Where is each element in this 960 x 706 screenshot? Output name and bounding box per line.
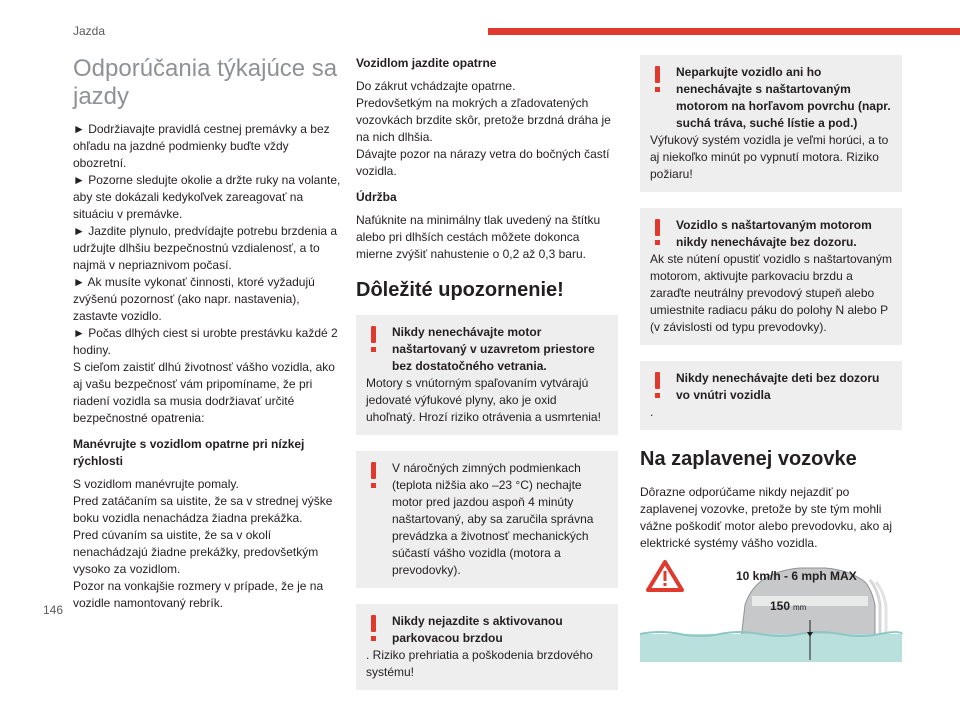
exclamation-icon [654,66,660,94]
warning-text: . Riziko prehriatia a poškodenia brzdového systému! [366,648,593,679]
warning-box [356,451,618,588]
page-number: 146 [43,603,64,617]
intro-line: ► Pozorne sledujte okolie a držte ruky na volante, aby ste dokázali kedykoľvek zareagovať na situáciu v premávke. [73,173,341,221]
water-depth-unit: mm [793,603,807,612]
careful-line: Dávajte pozor na nárazy vetra do bočných častí vozidla. [356,147,610,178]
warning-box [356,604,618,690]
speed-limit-label: 10 km/h - 6 mph MAX [736,569,857,583]
intro-line: S cieľom zaistiť dlhú životnosť vášho vozidla, ako aj vašu bezpečnosť vám pripomíname, že pri riadení vozidla sa musia dodržiavať určité bezpečnostné opatrenia: [73,360,335,425]
warning-text: Ak ste nútení opustiť vozidlo s naštartovaným motorom, aktivujte parkovaciu brzdu a zaraďte neutrálny prevodový stupeň alebo umiestnite radiacu páku do polohy N alebo P (v závislosti od typu prevodovky). [650,252,892,334]
warning-box [640,55,902,192]
page-title: Odporúčania týkajúce sa jazdy [73,55,338,110]
warning-text: Výfukový systém vozidla je veľmi horúci, a to aj niekoľko minút po vypnutí motora. Riziko požiaru! [650,133,889,181]
flood-text: Dôrazne odporúčame nikdy nejazdiť po zaplavenej vozovke, pretože by ste tým mohli vážne poškodiť motor alebo prevodovku, ako aj elektrické systémy vášho vozidla. [640,485,892,550]
maneuver-line: S vozidlom manévrujte pomaly. [73,477,239,491]
warning-text: . [650,405,654,419]
intro-line: ► Počas dlhých ciest si urobte prestávku každé 2 hodiny. [73,326,338,357]
header-accent-bar [488,28,960,35]
warning-text: V náročných zimných podmienkach (teplota nižšia ako –23 °C) nechajte motor pred jazdou aspoň 4 minúty naštartovaný, aby sa zaručila správna prevádzka a životnosť mechanických súčastí vášho vozidla (motora a prevodovky). [392,461,594,577]
warning-bold: Nikdy nenechávajte deti bez dozoru vo vnútri vozidla [676,371,880,402]
warning-bold: Vozidlo s naštartovaným motorom nikdy nenechávajte bez dozoru. [676,218,872,249]
warning-box [356,315,618,435]
intro-line: ► Jazdite plynulo, predvídajte potrebu brzdenia a udržujte dlhšiu bezpečnostnú vzdialenosť, a to najmä v nepriaznivom počasí. [73,224,338,272]
flooded-road-illustration [640,560,902,662]
warning-bold: Nikdy nejazdite s aktivovanou parkovacou brzdou [392,614,563,645]
careful-driving-heading: Vozidlom jazdite opatrne [356,56,497,70]
exclamation-icon [370,326,376,354]
warning-text: Motory s vnútorným spaľovaním vytvárajú jedovaté výfukové plyny, ako je oxid uhoľnatý. Hrozí riziko otrávenia a usmrtenia! [366,376,601,424]
maneuver-line: Pred zatáčaním sa uistite, že sa v strednej výške boku vozidla nenachádza žiadna prekážka. [73,494,333,525]
warning-bold: Nikdy nenechávajte motor naštartovaný v uzavretom priestore bez dostatočného vetrania. [392,325,595,373]
careful-line: Predovšetkým na mokrých a zľadovatených vozovkách brzdite skôr, pretože brzdná dráha je na nich dlhšia. [356,96,611,144]
maneuver-heading: Manévrujte s vozidlom opatrne pri nízkej rýchlosti [73,437,305,468]
warning-bold: Neparkujte vozidlo ani ho nenechávajte s naštartovaným motorom na horľavom povrchu (napr. suchá tráva, suché lístie a pod.) [676,65,891,130]
exclamation-icon [654,219,660,247]
maintenance-heading: Údržba [356,190,397,204]
exclamation-icon [370,615,376,643]
important-title: Dôležité upozornenie! [356,279,564,301]
exclamation-icon [654,372,660,400]
flooded-road-svg [640,560,902,662]
column-right [640,55,902,662]
water-depth-value: 150 [770,599,791,613]
warning-box [640,208,902,345]
careful-line: Do zákrut vchádzajte opatrne. [356,79,516,93]
exclamation-icon [370,462,376,490]
water-area [640,634,902,662]
section-label: Jazda [73,24,106,38]
intro-line: ► Dodržiavajte pravidlá cestnej premávky a bez ohľadu na jazdné podmienky buďte vždy obozretní. [73,122,330,170]
intro-line: ► Ak musíte vykonať činnosti, ktoré vyžadujú zvýšenú pozornosť (ako napr. nastavenia), zastavte vozidlo. [73,275,315,323]
maneuver-line: Pozor na vonkajšie rozmery v prípade, že je na vozidle namontovaný rebrík. [73,579,324,610]
maneuver-line: Pred cúvaním sa uistite, že sa v okolí nenachádzajú žiadne prekážky, predovšetkým vysoko za vozidlom. [73,528,319,576]
warning-triangle-icon [648,562,682,590]
column-middle [356,55,618,706]
column-left [73,55,343,612]
warning-box [640,361,902,430]
maintenance-text: Nafúknite na minimálny tlak uvedený na štítku alebo pri dlhších cestách môžete dokonca mierne zvýšiť nahustenie o 0,2 až 0,3 baru. [356,213,601,261]
flood-title: Na zaplavenej vozovke [640,448,857,470]
